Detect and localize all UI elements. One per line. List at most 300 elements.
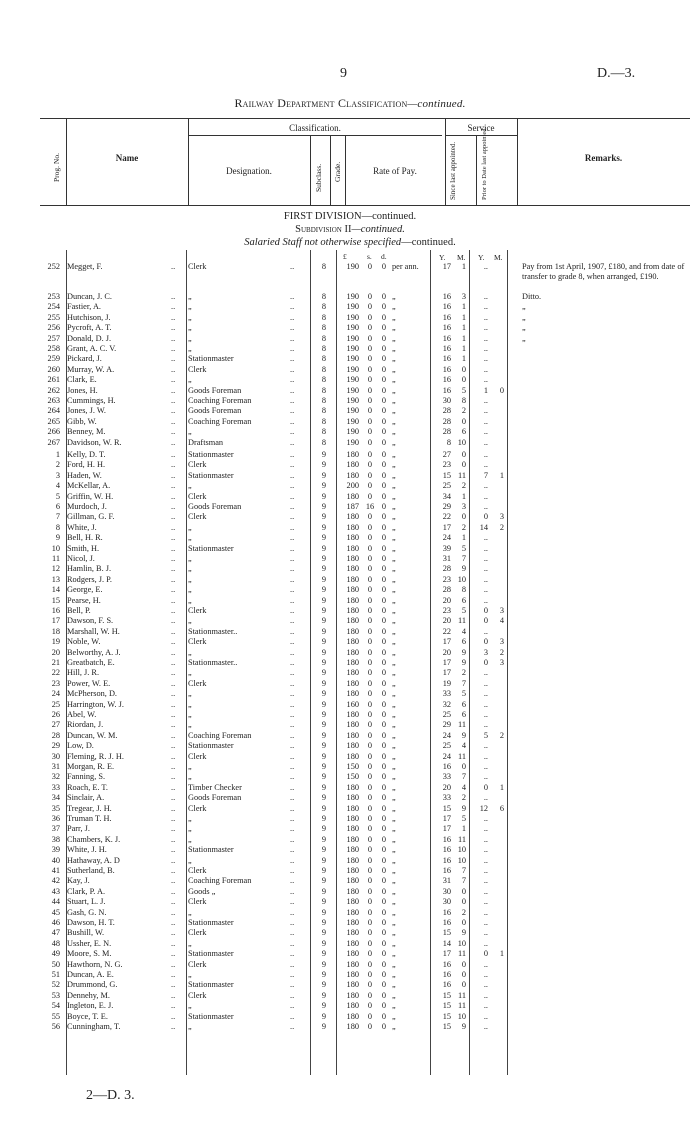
cell-p: 180 — [346, 710, 359, 719]
table-row — [0, 396, 700, 407]
cell-name: Drummond, G. — [67, 980, 118, 990]
cell-sy: 16 — [442, 354, 451, 364]
cell-per: „ — [392, 460, 396, 470]
cell-sm: 2 — [461, 522, 466, 532]
table-row — [0, 302, 700, 313]
cell-sy: 16 — [442, 333, 451, 343]
cell-no: 263 — [47, 396, 60, 405]
cell-sm: 9 — [461, 647, 466, 657]
cell-des: Clerk — [188, 262, 207, 271]
unit-years-since: Y. — [439, 253, 446, 262]
cell-per: „ — [392, 406, 396, 416]
cell-d: 0 — [381, 585, 387, 595]
cell-sy: 29 — [442, 720, 451, 730]
leader-dots: .. — [290, 533, 295, 543]
cell-per: „ — [392, 897, 396, 907]
cell-no: 23 — [51, 678, 60, 688]
cell-s: 0 — [367, 481, 373, 491]
cell-name: Davidson, W. R. — [67, 437, 122, 447]
cell-no: 38 — [51, 834, 60, 844]
table-row — [0, 1001, 700, 1012]
cell-per: „ — [392, 333, 396, 343]
cell-sm: 11 — [458, 470, 466, 480]
cell-sm: 1 — [461, 333, 466, 343]
cell-d: 0 — [381, 595, 387, 605]
cell-des: „ — [188, 647, 192, 657]
table-row — [0, 814, 700, 825]
cell-per: „ — [392, 647, 396, 657]
cell-sy: 16 — [442, 970, 451, 979]
cell-pm: 1 — [499, 470, 504, 480]
cell-no: 3 — [55, 470, 60, 480]
cell-des: Stationmaster — [188, 543, 234, 553]
table-row — [0, 783, 700, 794]
cell-s: 0 — [367, 949, 373, 959]
cell-d: 0 — [381, 491, 387, 501]
leader-dots: .. — [171, 658, 176, 667]
cell-pm: 1 — [499, 949, 504, 959]
cell-d: 0 — [381, 678, 387, 688]
cell-py: .. — [483, 460, 488, 470]
cell-per: „ — [392, 886, 396, 896]
cell-p: 180 — [346, 824, 359, 834]
leader-dots: .. — [171, 668, 176, 678]
cell-p: 180 — [346, 689, 359, 699]
cell-no: 256 — [47, 323, 60, 333]
leader-dots: .. — [290, 803, 295, 813]
cell-d: 0 — [381, 437, 387, 447]
cell-s: 0 — [367, 375, 373, 385]
cell-py: .. — [483, 344, 488, 353]
cell-g: 8 — [321, 302, 327, 312]
cell-py: .. — [483, 876, 488, 886]
cell-no: 53 — [51, 990, 60, 1000]
cell-d: 0 — [381, 554, 387, 563]
cell-per: „ — [392, 793, 396, 803]
cell-p: 190 — [346, 302, 359, 312]
leader-dots: .. — [290, 949, 295, 959]
cell-no: 9 — [55, 533, 60, 543]
cell-rem: „ — [522, 302, 526, 312]
table-row — [0, 689, 700, 700]
cell-s: 0 — [367, 616, 373, 626]
cell-g: 9 — [321, 554, 327, 563]
cell-sm: 0 — [461, 450, 466, 459]
cell-py: .. — [483, 1011, 488, 1021]
table-row — [0, 960, 700, 971]
cell-sy: 39 — [442, 543, 451, 553]
cell-py: .. — [483, 793, 488, 803]
leader-dots: .. — [290, 606, 295, 615]
cell-py: 3 — [483, 647, 488, 657]
cell-p: 180 — [346, 522, 359, 532]
cell-no: 25 — [51, 699, 60, 709]
cell-sm: 0 — [461, 970, 466, 979]
cell-des: Coaching Foreman — [188, 730, 252, 740]
leader-dots: .. — [290, 938, 295, 948]
table-row — [0, 427, 700, 438]
leader-dots: .. — [171, 427, 176, 437]
cell-py: .. — [483, 990, 488, 1000]
cell-s: 0 — [367, 364, 373, 374]
cell-des: „ — [188, 855, 192, 865]
cell-name: Kay, J. — [67, 876, 90, 886]
table-row — [0, 460, 700, 471]
header-classification: Classification. — [289, 123, 341, 133]
cell-s: 0 — [367, 354, 373, 364]
cell-des: „ — [188, 427, 192, 437]
leader-dots: .. — [290, 564, 295, 574]
cell-des: Clerk — [188, 751, 207, 761]
division-title: FIRST DIVISION—continued. — [283, 211, 417, 222]
table-row — [0, 752, 700, 763]
cell-py: 1 — [483, 385, 488, 395]
cell-des: „ — [188, 564, 192, 574]
cell-py: .. — [483, 834, 488, 844]
leader-dots: .. — [171, 990, 176, 1000]
cell-d: 0 — [381, 416, 387, 426]
cell-p: 180 — [346, 574, 359, 584]
cell-per: „ — [392, 1001, 396, 1011]
leader-dots: .. — [171, 333, 176, 343]
cell-s: 0 — [367, 803, 373, 813]
cell-p: 190 — [346, 416, 359, 426]
cell-sy: 16 — [442, 385, 451, 395]
cell-no: 7 — [55, 512, 60, 522]
cell-py: .. — [483, 354, 488, 364]
table-row — [0, 606, 700, 617]
cell-sm: 0 — [461, 375, 466, 385]
cell-pm: 1 — [499, 782, 504, 792]
leader-dots: .. — [290, 647, 295, 657]
cell-name: Truman T. H. — [67, 814, 112, 823]
cell-name: Murray, W. A. — [67, 364, 115, 374]
cell-sy: 17 — [442, 949, 451, 959]
leader-dots: .. — [171, 323, 176, 333]
cell-name: Marshall, W. H. — [67, 626, 120, 636]
table-row — [0, 533, 700, 544]
running-title-main: Railway Department Classification — [234, 96, 408, 110]
cell-per: „ — [392, 699, 396, 709]
cell-py: .. — [483, 595, 488, 605]
cell-sm: 7 — [461, 876, 466, 886]
leader-dots: .. — [290, 637, 295, 647]
cell-py: .. — [483, 481, 488, 491]
cell-no: 35 — [51, 803, 60, 813]
leader-dots: .. — [290, 354, 295, 364]
cell-sy: 15 — [442, 928, 451, 938]
leader-dots: .. — [171, 354, 176, 364]
cell-no: 1 — [55, 450, 60, 459]
cell-per: „ — [392, 1022, 396, 1031]
cell-d: 0 — [381, 302, 387, 312]
cell-des: Timber Checker — [188, 782, 242, 792]
cell-name: Pycroft, A. T. — [67, 323, 112, 333]
cell-per: „ — [392, 762, 396, 771]
table-row — [0, 720, 700, 731]
leader-dots: .. — [290, 845, 295, 855]
cell-g: 9 — [321, 793, 327, 803]
cell-py: .. — [483, 554, 488, 563]
cell-s: 0 — [367, 730, 373, 740]
cell-py: .. — [483, 333, 488, 343]
leader-dots: .. — [290, 344, 295, 353]
cell-py: .. — [483, 720, 488, 730]
table-row — [0, 637, 700, 648]
cell-per: „ — [392, 855, 396, 865]
cell-sy: 28 — [442, 406, 451, 416]
table-row — [0, 471, 700, 482]
cell-p: 180 — [346, 678, 359, 688]
cell-sy: 17 — [442, 262, 451, 271]
cell-g: 9 — [321, 470, 327, 480]
leader-dots: .. — [171, 554, 176, 563]
cell-sm: 0 — [461, 918, 466, 927]
cell-py: .. — [483, 918, 488, 927]
cell-per: „ — [392, 522, 396, 532]
cell-p: 180 — [346, 668, 359, 678]
cell-py: .. — [483, 970, 488, 979]
cell-g: 9 — [321, 522, 327, 532]
cell-py: 7 — [483, 470, 488, 480]
cell-des: „ — [188, 689, 192, 699]
cell-name: Ingleton, E. J. — [67, 1001, 114, 1011]
cell-sm: 9 — [461, 564, 466, 574]
leader-dots: .. — [290, 427, 295, 437]
cell-g: 9 — [321, 1001, 327, 1011]
cell-s: 0 — [367, 814, 373, 823]
cell-d: 0 — [381, 658, 387, 667]
leader-dots: .. — [171, 512, 176, 522]
cell-sy: 25 — [442, 481, 451, 491]
cell-d: 0 — [381, 292, 387, 301]
cell-s: 0 — [367, 970, 373, 979]
cell-per: „ — [392, 866, 396, 875]
leader-dots: .. — [290, 450, 295, 459]
cell-g: 9 — [321, 606, 327, 615]
cell-s: 0 — [367, 824, 373, 834]
cell-des: „ — [188, 710, 192, 719]
cell-des: „ — [188, 907, 192, 917]
cell-py: .. — [483, 814, 488, 823]
cell-sy: 16 — [442, 762, 451, 771]
cell-per: per ann. — [392, 262, 419, 271]
cell-s: 0 — [367, 980, 373, 990]
cell-per: „ — [392, 637, 396, 647]
cell-sy: 27 — [442, 450, 451, 459]
cell-p: 180 — [346, 928, 359, 938]
cell-sy: 25 — [442, 710, 451, 719]
cell-p: 180 — [346, 1001, 359, 1011]
cell-py: .. — [483, 845, 488, 855]
cell-s: 0 — [367, 866, 373, 875]
cell-des: Stationmaster — [188, 470, 234, 480]
leader-dots: .. — [290, 876, 295, 886]
cell-sm: 1 — [461, 302, 466, 312]
cell-g: 9 — [321, 626, 327, 636]
cell-name: Ford, H. H. — [67, 460, 106, 470]
cell-sm: 1 — [461, 491, 466, 501]
cell-sy: 16 — [442, 302, 451, 312]
cell-des: Clerk — [188, 512, 207, 522]
cell-name: Stuart, L. J. — [67, 897, 106, 907]
unit-months-since: M. — [457, 253, 466, 262]
cell-p: 180 — [346, 647, 359, 657]
leader-dots: .. — [290, 364, 295, 374]
cell-per: „ — [392, 918, 396, 927]
cell-d: 0 — [381, 427, 387, 437]
cell-name: Belworthy, A. J. — [67, 647, 121, 657]
leader-dots: .. — [290, 396, 295, 405]
cell-no: 42 — [51, 876, 60, 886]
cell-d: 0 — [381, 907, 387, 917]
leader-dots: .. — [171, 866, 176, 875]
cell-d: 0 — [381, 699, 387, 709]
cell-g: 9 — [321, 938, 327, 948]
cell-name: McPherson, D. — [67, 689, 118, 699]
table-row — [0, 323, 700, 334]
cell-s: 0 — [367, 876, 373, 886]
cell-per: „ — [392, 512, 396, 522]
cell-per: „ — [392, 626, 396, 636]
leader-dots: .. — [171, 385, 176, 395]
cell-per: „ — [392, 312, 396, 322]
cell-name: Hill, J. R. — [67, 668, 100, 678]
table-row — [0, 741, 700, 752]
cell-py: .. — [483, 699, 488, 709]
cell-d: 0 — [381, 396, 387, 405]
cell-s: 0 — [367, 427, 373, 437]
cell-p: 180 — [346, 855, 359, 865]
unit-pence: d. — [381, 252, 387, 261]
header-subclass: Subclass. — [314, 163, 323, 192]
cell-name: Murdoch, J. — [67, 502, 107, 511]
cell-name: Fanning, S. — [67, 772, 106, 782]
leader-dots: .. — [171, 678, 176, 688]
cell-sm: 9 — [461, 1022, 466, 1031]
leader-dots: .. — [171, 928, 176, 938]
cell-sy: 16 — [442, 323, 451, 333]
cell-name: Chambers, K. J. — [67, 834, 121, 844]
cell-d: 0 — [381, 886, 387, 896]
cell-name: Gillman, G. F. — [67, 512, 115, 522]
table-row — [0, 970, 700, 981]
cell-d: 0 — [381, 522, 387, 532]
cell-g: 8 — [321, 292, 327, 301]
cell-g: 8 — [321, 416, 327, 426]
cell-sy: 33 — [442, 793, 451, 803]
table-row — [0, 334, 700, 345]
table-row — [0, 523, 700, 534]
cell-sy: 30 — [442, 897, 451, 907]
leader-dots: .. — [171, 533, 176, 543]
cell-p: 180 — [346, 564, 359, 574]
cell-py: .. — [483, 585, 488, 595]
cell-g: 9 — [321, 699, 327, 709]
leader-dots: .. — [290, 554, 295, 563]
cell-sm: 0 — [461, 460, 466, 470]
table-row — [0, 793, 700, 804]
leader-dots: .. — [171, 834, 176, 844]
cell-name: Dawson, H. T. — [67, 918, 115, 927]
table-row — [0, 772, 700, 783]
cell-py: .. — [483, 668, 488, 678]
cell-s: 0 — [367, 533, 373, 543]
leader-dots: .. — [290, 886, 295, 896]
cell-per: „ — [392, 678, 396, 688]
cell-p: 180 — [346, 803, 359, 813]
cell-sm: 0 — [461, 980, 466, 990]
table-row — [0, 564, 700, 575]
table-row — [0, 918, 700, 929]
cell-s: 0 — [367, 312, 373, 322]
cell-des: „ — [188, 302, 192, 312]
cell-p: 180 — [346, 751, 359, 761]
cell-d: 0 — [381, 606, 387, 615]
table-row — [0, 731, 700, 742]
cell-g: 9 — [321, 886, 327, 896]
leader-dots: .. — [290, 897, 295, 907]
cell-d: 0 — [381, 262, 387, 271]
cell-des: Clerk — [188, 606, 207, 615]
cell-py: .. — [483, 938, 488, 948]
staff-title — [0, 237, 700, 248]
cell-s: 0 — [367, 450, 373, 459]
cell-name: Fleming, R. J. H. — [67, 751, 124, 761]
cell-name: Cunningham, T. — [67, 1022, 121, 1031]
cell-per: „ — [392, 928, 396, 938]
cell-sy: 20 — [442, 782, 451, 792]
cell-py: .. — [483, 437, 488, 447]
cell-no: 5 — [55, 491, 60, 501]
cell-sm: 8 — [461, 585, 466, 595]
cell-p: 160 — [346, 699, 359, 709]
leader-dots: .. — [171, 1001, 176, 1011]
leader-dots: .. — [290, 918, 295, 927]
cell-s: 0 — [367, 959, 373, 969]
cell-s: 0 — [367, 710, 373, 719]
cell-sm: 11 — [458, 751, 466, 761]
table-row — [0, 512, 700, 523]
cell-no: 26 — [51, 710, 60, 719]
leader-dots: .. — [290, 720, 295, 730]
cell-no: 45 — [51, 907, 60, 917]
cell-no: 51 — [51, 970, 60, 979]
cell-s: 0 — [367, 762, 373, 771]
leader-dots: .. — [290, 741, 295, 751]
cell-no: 30 — [51, 751, 60, 761]
leader-dots: .. — [171, 959, 176, 969]
leader-dots: .. — [290, 1022, 295, 1031]
cell-p: 190 — [346, 354, 359, 364]
cell-des: „ — [188, 333, 192, 343]
table-row — [0, 502, 700, 513]
cell-py: 0 — [483, 637, 488, 647]
leader-dots: .. — [171, 574, 176, 584]
leader-dots: .. — [290, 1001, 295, 1011]
table-row — [0, 928, 700, 939]
cell-g: 9 — [321, 845, 327, 855]
cell-des: Stationmaster — [188, 450, 234, 459]
cell-sy: 14 — [442, 938, 451, 948]
cell-des: „ — [188, 1001, 192, 1011]
header-divider — [310, 135, 311, 205]
leader-dots: .. — [290, 312, 295, 322]
leader-dots: .. — [290, 302, 295, 312]
cell-per: „ — [392, 949, 396, 959]
cell-des: Goods „ — [188, 886, 216, 896]
cell-g: 9 — [321, 585, 327, 595]
